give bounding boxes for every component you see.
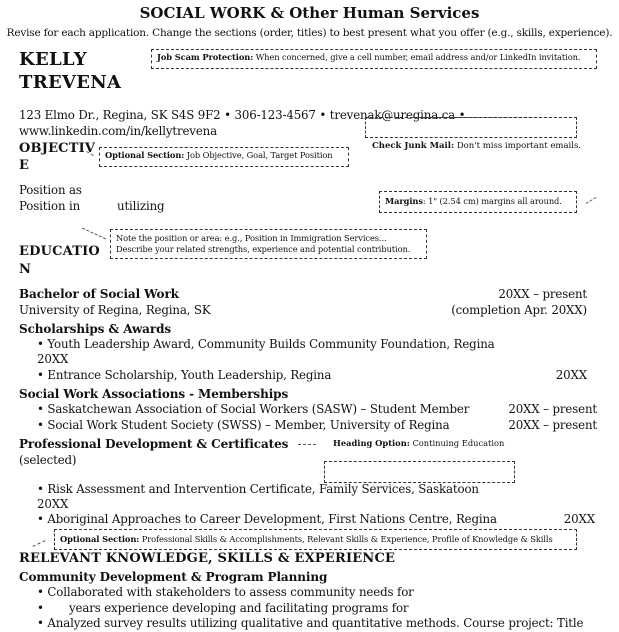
callout-label: Check Junk Mail:: [372, 141, 455, 151]
note-position-callout: [110, 229, 427, 259]
pd-item: • Aboriginal Approaches to Career Development, First Nations Centre, Regina: [37, 512, 497, 526]
objective-line-1: Position as: [19, 183, 82, 197]
callout-text: Continuing Education: [409, 438, 505, 448]
callout-label: Optional Section:: [105, 150, 185, 160]
objective-heading-1: OBJECTIV: [19, 141, 96, 156]
callout-text: Don't miss important emails.: [454, 141, 582, 151]
pd-item: • Risk Assessment and Intervention Certificate, Family Services, Saskatoon: [37, 482, 479, 496]
email-callout-box: [365, 117, 577, 138]
note-leader: [82, 228, 106, 240]
callout-label: Optional Section:: [60, 534, 140, 544]
degree-dates: 20XX – present: [498, 287, 587, 301]
education-heading-1: EDUCATIO: [19, 244, 100, 259]
scholarship-item: • Youth Leadership Award, Community Builds Community Foundation, Regina: [37, 337, 495, 351]
callout-text: : 1" (2.54 cm) margins all around.: [422, 196, 562, 206]
callout-text: When concerned, give a cell number, email address and/or LinkedIn invitation.: [253, 52, 581, 62]
name-first: KELLY: [19, 49, 87, 70]
contact-line-1: 123 Elmo Dr., Regina, SK S4S 9F2 • 306-123-4567 • trevenak@uregina.ca •: [19, 108, 466, 122]
margins-callout: [379, 191, 577, 213]
heading-option-leader: [298, 444, 316, 445]
heading-option-box: [324, 461, 515, 483]
pd-selected: (selected): [19, 453, 77, 467]
relevant-subheading: Community Development & Program Planning: [19, 570, 328, 584]
callout-text: Job Objective, Goal, Target Position: [184, 150, 333, 160]
job-scam-callout: [151, 49, 597, 69]
pd-date: 20XX: [563, 512, 595, 526]
objective-heading-2: E: [19, 158, 30, 173]
scholarship-date: 20XX: [555, 368, 587, 382]
relevant-heading: RELEVANT KNOWLEDGE, SKILLS & EXPERIENCE: [19, 551, 396, 566]
objective-line-2a: Position in: [19, 199, 81, 213]
education-heading-2: N: [19, 262, 32, 277]
callout-label: Job Scam Protection:: [157, 52, 254, 62]
callout-label: Margins: [385, 196, 423, 206]
pd-heading: Professional Development & Certificates: [19, 437, 289, 451]
callout-label: Heading Option:: [333, 438, 410, 448]
association-item: • Saskatchewan Association of Social Workers (SASW) – Student Member: [37, 402, 470, 416]
optional-skills-leader: [32, 540, 45, 547]
scholarship-item: • Entrance Scholarship, Youth Leadership, Regina: [37, 368, 332, 382]
page-subtitle: Revise for each application. Change the sections (order, titles) to best present what you offer (e.g., skills, experience).: [6, 27, 613, 39]
institution: University of Regina, Regina, SK: [19, 303, 211, 317]
relevant-bullet: • years experience developing and facilitating programs for: [37, 601, 409, 615]
pd-date: 20XX: [37, 497, 69, 511]
optional-objective-callout: [99, 147, 349, 167]
optional-skills-callout: [54, 529, 577, 550]
contact-line-2: www.linkedin.com/in/kellytrevena: [19, 124, 217, 138]
name-last: TREVENA: [19, 72, 122, 93]
completion-date: (completion Apr. 20XX): [451, 303, 587, 317]
relevant-bullet: • Collaborated with stakeholders to assess community needs for: [37, 585, 414, 599]
association-date: 20XX – present: [508, 418, 597, 432]
degree-title: Bachelor of Social Work: [19, 287, 179, 301]
relevant-bullet: • Analyzed survey results utilizing qualitative and quantitative methods. Course project: Title: [37, 616, 584, 630]
callout-line-2: Describe your related strengths, experience and potential contribution.: [116, 244, 411, 254]
scholarship-date: 20XX: [37, 352, 69, 366]
scholarships-heading: Scholarships & Awards: [19, 322, 172, 336]
association-item: • Social Work Student Society (SWSS) – Member, University of Regina: [37, 418, 450, 432]
callout-line-1: Note the position or area: e.g., Position in Immigration Services...: [116, 233, 387, 243]
junk-mail-note: [372, 141, 581, 151]
objective-line-2b: utilizing: [117, 199, 165, 213]
associations-heading: Social Work Associations - Memberships: [19, 387, 289, 401]
callout-text: Professional Skills & Accomplishments, Relevant Skills & Experience, Profile of Knowledge & Skills: [139, 534, 553, 544]
association-date: 20XX – present: [508, 402, 597, 416]
heading-option-note: [333, 438, 504, 448]
page-title: SOCIAL WORK & Other Human Services: [139, 4, 480, 22]
margins-leader: [586, 197, 597, 204]
